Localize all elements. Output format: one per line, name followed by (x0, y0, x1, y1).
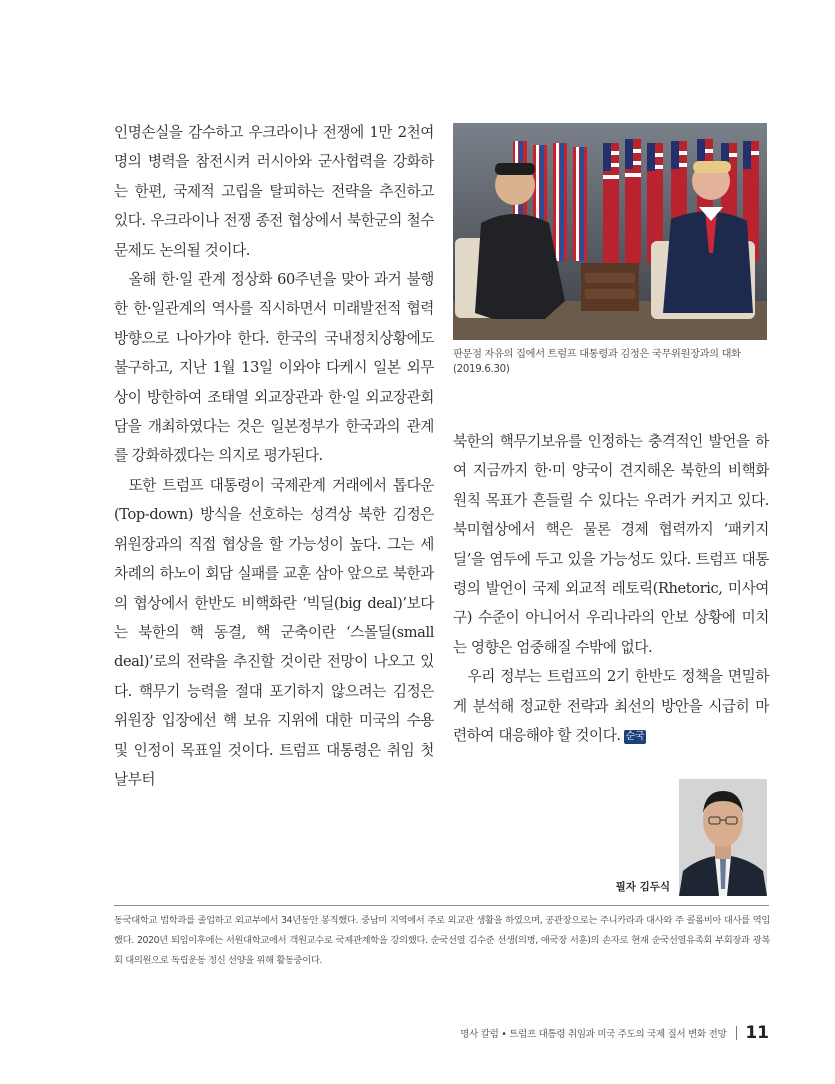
body-paragraph: 인명손실을 감수하고 우크라이나 전쟁에 1만 2천여 명의 병력을 참전시켜 러시아와 군사협력을 강화하는 한편, 국제적 고립을 탈피하는 전략을 추진하고 있다. 우크라이나 전쟁 종전 협상에서 북한군의 철수문제도 논의될 것이다. (114, 124, 434, 259)
photo-caption (453, 347, 769, 377)
author-bio: 동국대학교 법학과를 졸업하고 외교부에서 34년동안 봉직했다. 중남미 지역에서 주로 외교관 생활을 하였으며, 공관장으로는 주니카라과 대사와 주 콜롬비아 대사를 역임했다. 2020년 퇴임이후에는 서원대학교에서 객원교수로 국제관계학을 강의했다. 순국선열 김수준 선생(의병, 애국장 서훈)의 손자로 현재 순국선열유족회 부회장과 광복회 대의원으로 독립운동 정신 선양을 위해 활동중이다. (114, 915, 770, 966)
left-column (114, 118, 434, 794)
closing-text: 우리 정부는 트럼프의 2기 한반도 정책을 면밀하게 분석해 정교한 전략과 최선의 방안을 시급히 마련하여 대응해야 할 것이다. (453, 668, 769, 745)
summit-photo (453, 123, 767, 340)
body-paragraph: 또한 트럼프 대통령이 국제관계 거래에서 톱다운(Top-down) 방식을 선호하는 성격상 북한 김정은 위원장과의 직접 협상을 할 가능성이 높다. 그는 세 차례의 하노이 회담 실패를 교훈 삼아 앞으로 북한과의 협상에서 한반도 비핵화란 ‘빅딜(big deal)’보다는 북한의 핵 동결, 핵 군축이란 ‘스몰딜(small deal)’로의 전략을 추진할 것이란 전망이 나오고 있다. 핵무기 능력을 절대 포기하지 않으려는 김정은 위원장 입장에선 핵 보유 지위에 대한 미국의 수용 및 인정이 목표일 것이다. 트럼프 대통령은 취임 첫날부터 (114, 476, 434, 788)
end-mark-badge: 순국 (625, 731, 645, 743)
right-column (453, 427, 769, 750)
closing-paragraph (453, 662, 769, 750)
footer-separator (736, 1026, 737, 1040)
bio-divider (114, 905, 769, 906)
body-paragraph: 올해 한·일 관계 정상화 60주년을 맞아 과거 불행한 한·일관계의 역사를 직시하면서 미래발전적 협력 방향으로 나아가야 한다. 한국의 국내정치상황에도 불구하고, 지난 1월 13일 이와야 다케시 일본 외무상이 방한하여 조태열 외교장관과 한·일 외교장관회담을 개최하였다는 것은 일본정부가 한국과의 관계를 강화하겠다는 의지로 평가된다. (114, 271, 434, 465)
page-footer (460, 1023, 769, 1043)
page-number: 11 (745, 1023, 769, 1043)
caption-date: (2019.6.30) (453, 364, 510, 375)
author-label: 필자 김두식 (615, 881, 670, 893)
running-title: 명사 칼럼 • 트럼프 대통령 취임과 미국 주도의 국제 질서 변화 전망 (460, 1029, 727, 1040)
body-paragraph: 북한의 핵무기보유를 인정하는 충격적인 발언을 하여 지금까지 한·미 양국이 견지해온 북한의 비핵화 원칙 목표가 흔들릴 수 있다는 우려가 커지고 있다. 북미협상에서 핵은 물론 경제 협력까지 ‘패키지 딜’을 염두에 두고 있을 가능성도 있다. 트럼프 대통령의 발언이 국제 외교적 레토릭(Rhetoric, 미사여구) 수준이 아니어서 우리나라의 안보 상황에 미치는 영향은 엄중해질 수밖에 없다. (453, 433, 769, 656)
caption-line: 판문점 자유의 집에서 트럼프 대통령과 김정은 국무위원장과의 대화 (453, 349, 741, 360)
author-portrait (679, 779, 767, 896)
